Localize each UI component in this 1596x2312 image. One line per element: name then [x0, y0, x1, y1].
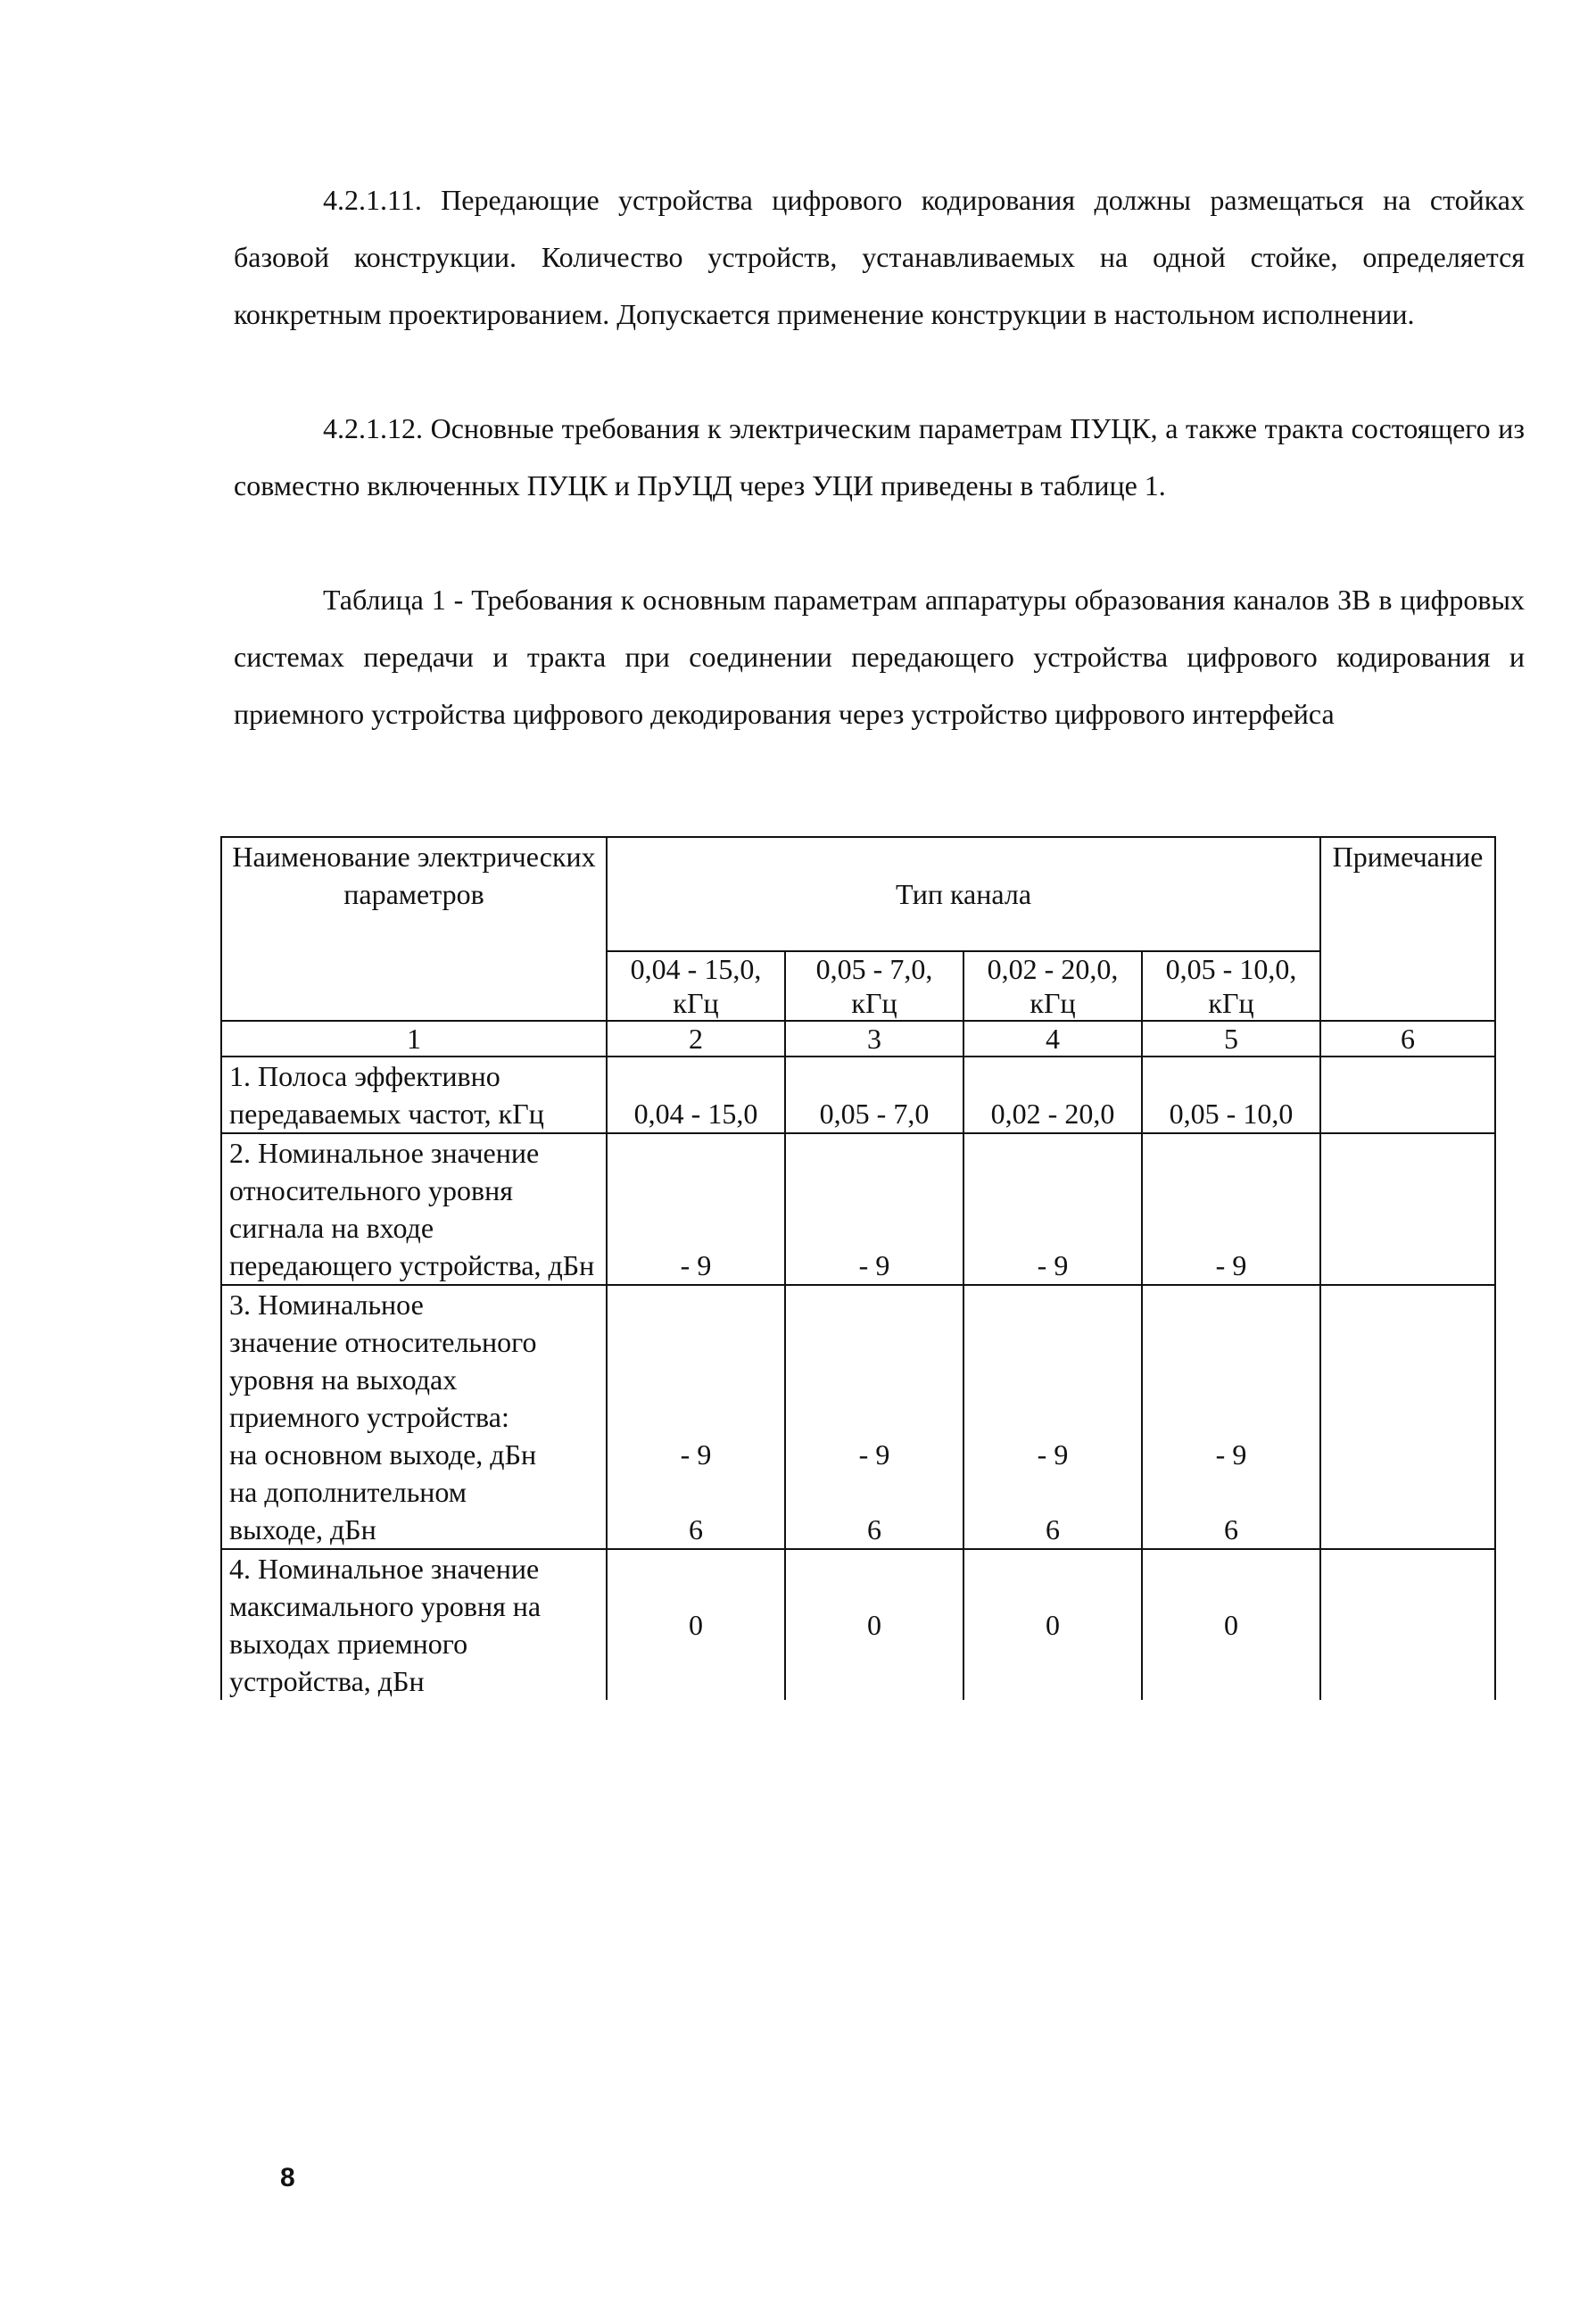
header-note: Примечание — [1320, 837, 1495, 1021]
header-band-2: 0,05 - 7,0, кГц — [785, 951, 963, 1021]
row-2-note — [1320, 1133, 1495, 1285]
row-3-name-line-6: на дополнительном — [229, 1476, 467, 1508]
row-3-extra-value-3: 6 — [1046, 1513, 1060, 1545]
page-number: 8 — [280, 2163, 295, 2192]
column-number-5: 5 — [1142, 1021, 1320, 1057]
row-3-name-line-1: 3. Номинальное — [229, 1289, 424, 1321]
row-2-name: 2. Номинальное значение относительного уровня сигнала на входе передающего устройства, дБн — [221, 1133, 607, 1285]
row-1-value-2: 0,05 - 7,0 — [785, 1057, 963, 1133]
table-row — [221, 1285, 1495, 1549]
table-row — [221, 1057, 1495, 1133]
row-3-name-line-5: на основном выходе, дБн — [229, 1438, 537, 1471]
row-3-main-value-3: - 9 — [1037, 1438, 1069, 1471]
requirements-table — [220, 836, 1496, 1700]
row-1-value-3: 0,02 - 20,0 — [963, 1057, 1142, 1133]
row-2-value-1: - 9 — [607, 1133, 785, 1285]
row-3-note — [1320, 1285, 1495, 1549]
header-band-4: 0,05 - 10,0, кГц — [1142, 951, 1320, 1021]
paragraph-4-2-1-12: 4.2.1.12. Основные требования к электрическим параметрам ПУЦК, а также тракта состоящего из совместно включенных ПУЦК и ПрУЦД через УЦИ приведены в таблице 1. — [234, 412, 1525, 501]
row-1-note — [1320, 1057, 1495, 1133]
row-2-value-4: - 9 — [1142, 1133, 1320, 1285]
row-3-values-1 — [607, 1285, 785, 1549]
row-3-extra-value-4: 6 — [1224, 1513, 1238, 1545]
row-4-value-1: 0 — [607, 1549, 785, 1700]
row-3-extra-value-2: 6 — [867, 1513, 881, 1545]
row-4-note — [1320, 1549, 1495, 1700]
row-4-value-3: 0 — [963, 1549, 1142, 1700]
header-channel-type: Тип канала — [607, 837, 1320, 951]
row-2-value-2: - 9 — [785, 1133, 963, 1285]
row-3-main-value-4: - 9 — [1215, 1438, 1247, 1471]
row-4-name: 4. Номинальное значение максимального уровня на выходах приемного устройства, дБн — [221, 1549, 607, 1700]
row-3-values-2 — [785, 1285, 963, 1549]
header-band-3: 0,02 - 20,0, кГц — [963, 951, 1142, 1021]
row-1-value-4: 0,05 - 10,0 — [1142, 1057, 1320, 1133]
table-caption: Таблица 1 - Требования к основным параметрам аппаратуры образования каналов ЗВ в цифровых системах передачи и тракта при соединении передающего устройства цифрового кодирования и приемного устройства цифрового декодирования через устройство цифрового интерфейса — [234, 584, 1525, 730]
row-4-value-4: 0 — [1142, 1549, 1320, 1700]
row-4-value-2: 0 — [785, 1549, 963, 1700]
row-1-name: 1. Полоса эффективно передаваемых частот, кГц — [221, 1057, 607, 1133]
row-3-main-value-2: - 9 — [858, 1438, 890, 1471]
table-row — [221, 1549, 1495, 1700]
header-param-name: Наименование электрических параметров — [221, 837, 607, 1021]
column-number-2: 2 — [607, 1021, 785, 1057]
row-3-extra-value-1: 6 — [689, 1513, 703, 1545]
row-3-name-line-3: уровня на выходах — [229, 1363, 458, 1396]
paragraph-4-2-1-11: 4.2.1.11. Передающие устройства цифрового кодирования должны размещаться на стойках базовой конструкции. Количество устройств, устанавливаемых на одной стойке, определяется конкретным проектированием. Допускается применение конструкции в настольном исполнении. — [234, 184, 1525, 330]
column-number-1: 1 — [221, 1021, 607, 1057]
row-3-main-value-1: - 9 — [680, 1438, 712, 1471]
row-3-name — [221, 1285, 607, 1549]
column-number-6: 6 — [1320, 1021, 1495, 1057]
row-3-values-3 — [963, 1285, 1142, 1549]
column-number-3: 3 — [785, 1021, 963, 1057]
row-3-name-line-7: выходе, дБн — [229, 1513, 376, 1545]
table-row — [221, 1133, 1495, 1285]
row-3-values-4 — [1142, 1285, 1320, 1549]
column-number-4: 4 — [963, 1021, 1142, 1057]
row-2-value-3: - 9 — [963, 1133, 1142, 1285]
row-3-name-line-2: значение относительного — [229, 1326, 537, 1358]
header-band-1: 0,04 - 15,0, кГц — [607, 951, 785, 1021]
row-1-value-1: 0,04 - 15,0 — [607, 1057, 785, 1133]
row-3-name-line-4: приемного устройства: — [229, 1401, 509, 1433]
